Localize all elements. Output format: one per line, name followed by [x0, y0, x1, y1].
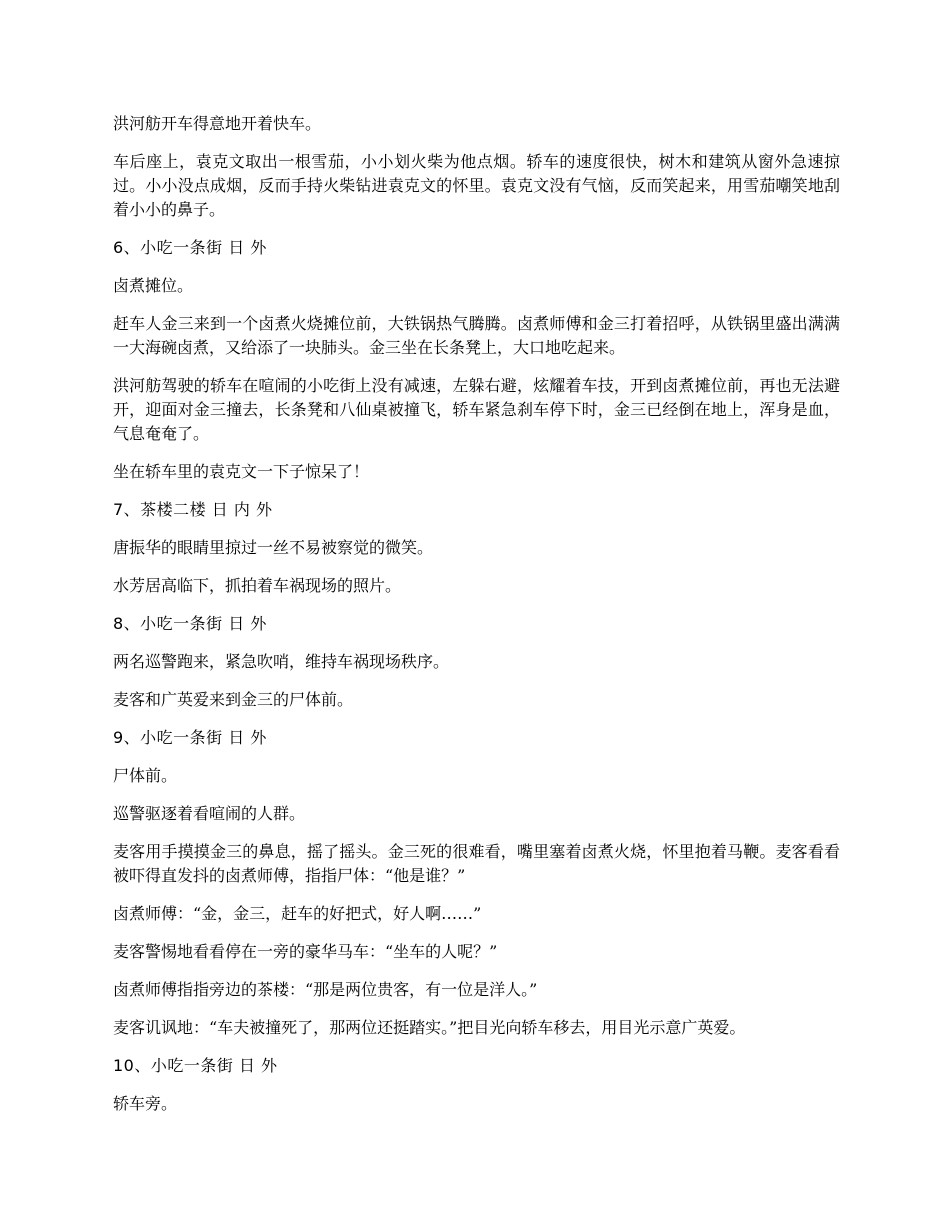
- scene-heading: 6、小吃一条街 日 外: [113, 238, 267, 257]
- paragraph: 赶车人金三来到一个卤煮火烧摊位前，大铁锅热气腾腾。卤煮师傅和金三打着招呼，从铁锅里盛出满满一大海碗卤煮，又给添了一块肺头。金三坐在长条凳上，大口地吃起来。: [113, 314, 840, 357]
- paragraph: 卤煮师傅：“金，金三，赶车的好把式，好人啊……”: [113, 904, 482, 923]
- paragraph: 洪河舫开车得意地开着快车。: [113, 114, 322, 133]
- paragraph: 卤煮师傅指指旁边的茶楼：“那是两位贵客，有一位是洋人。”: [113, 980, 538, 999]
- paragraph: 麦客警惕地看看停在一旁的豪华马车：“坐车的人呢？”: [113, 942, 498, 961]
- paragraph: 唐振华的眼睛里掠过一丝不易被察觉的微笑。: [113, 538, 434, 557]
- paragraph: 水芳居高临下，抓拍着车祸现场的照片。: [113, 576, 402, 595]
- paragraph: 卤煮摊位。: [113, 276, 194, 295]
- paragraph: 坐在轿车里的袁克文一下子惊呆了！: [113, 462, 370, 481]
- scene-heading: 7、茶楼二楼 日 内 外: [113, 500, 273, 519]
- paragraph: 两名巡警跑来，紧急吹哨，维持车祸现场秩序。: [113, 652, 450, 671]
- scene-heading: 9、小吃一条街 日 外: [113, 728, 267, 747]
- paragraph: 麦客和广英爱来到金三的尸体前。: [113, 690, 354, 709]
- paragraph: 尸体前。: [113, 766, 178, 785]
- paragraph: 洪河舫驾驶的轿车在喧闹的小吃街上没有减速，左躲右避，炫耀着车技，开到卤煮摊位前，再也无法避开，迎面对金三撞去，长条凳和八仙桌被撞飞，轿车紧急刹车停下时，金三已经倒在地上，浑身是血，气息奄奄了。: [113, 376, 840, 443]
- paragraph: 车后座上，袁克文取出一根雪茄，小小划火柴为他点烟。轿车的速度很快，树木和建筑从窗外急速掠过。小小没点成烟，反而手持火柴钻进袁克文的怀里。袁克文没有气恼，反而笑起来，用雪茄嘲笑地刮着小小的鼻子。: [113, 152, 840, 219]
- document-page: [113, 112, 840, 1130]
- paragraph: 麦客用手摸摸金三的鼻息，摇了摇头。金三死的很难看，嘴里塞着卤煮火烧，怀里抱着马鞭。麦客看看被吓得直发抖的卤煮师傅，指指尸体：“他是谁？”: [113, 842, 840, 885]
- scene-heading: 10、小吃一条街 日 外: [113, 1056, 278, 1075]
- scene-heading: 8、小吃一条街 日 外: [113, 614, 267, 633]
- paragraph: 巡警驱逐着看喧闹的人群。: [113, 804, 306, 823]
- paragraph: 麦客讥讽地：“车夫被撞死了，那两位还挺踏实。”把目光向轿车移去，用目光示意广英爱。: [113, 1018, 746, 1037]
- paragraph: 轿车旁。: [113, 1094, 178, 1113]
